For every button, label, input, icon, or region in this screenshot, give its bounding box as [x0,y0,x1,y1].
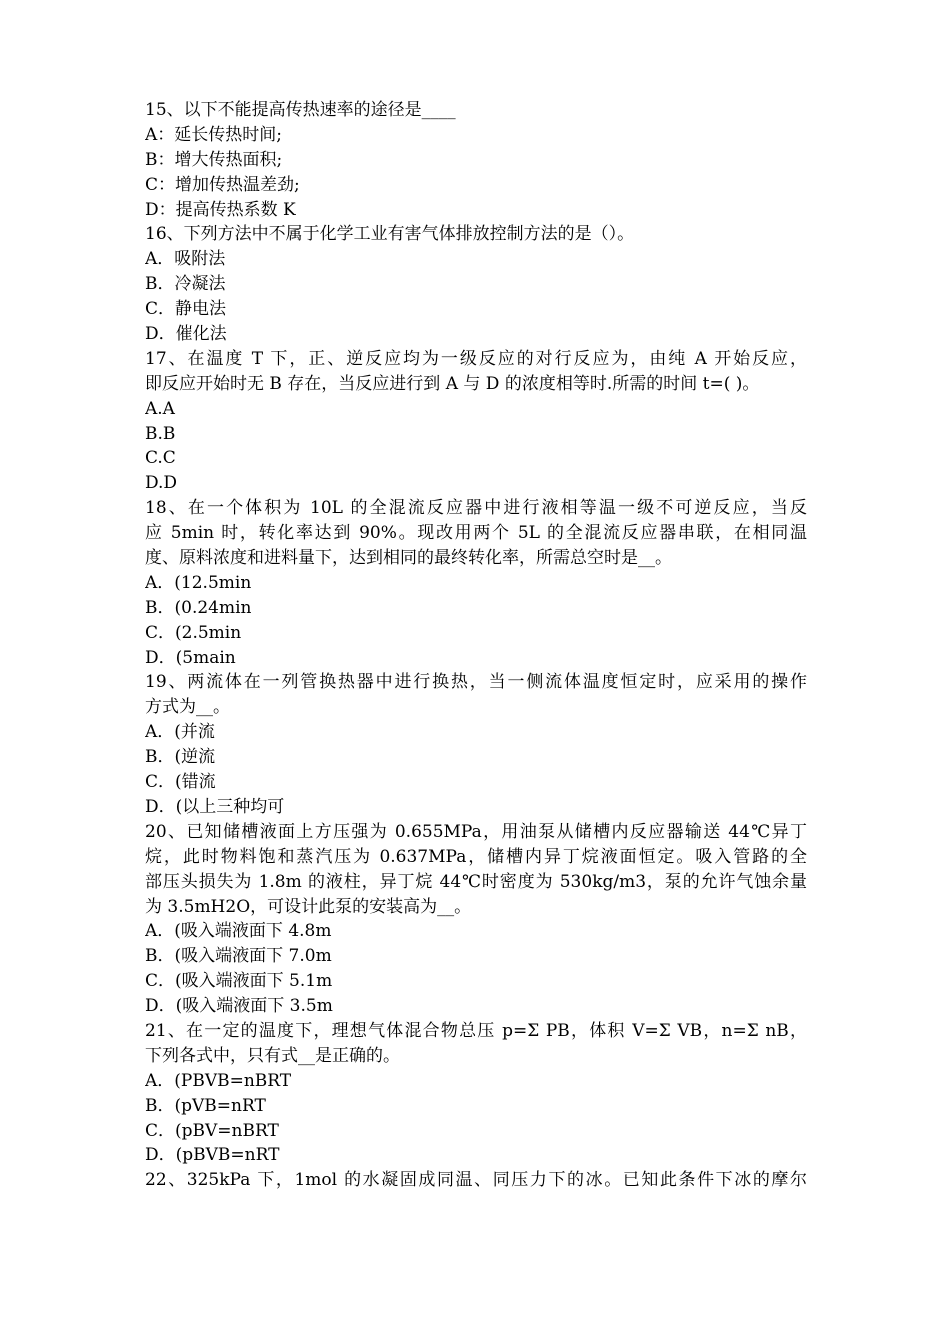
q17-option-d: D.D [145,473,178,494]
q21-option-d: D．(pBVB=nRT [145,1145,280,1166]
question-17-stem-line-2: 即反应开始时无 B 存在，当反应进行到 A 与 D 的浓度相等时.所需的时间 t=( )。 [145,373,760,394]
q16-option-d: D．催化法 [145,324,227,345]
document-body [145,98,807,1193]
q20-option-a: A．(吸入端液面下 4.8m [145,921,332,942]
q20-option-d: D．(吸入端液面下 3.5m [145,996,333,1017]
q18-option-a: A．(12.5min [145,572,252,593]
q19-option-b: B．(逆流 [145,747,216,768]
question-15-stem: 15、以下不能提高传热速率的途径是____ [145,100,456,120]
question-20-stem-line-4: 为 3.5mH2O，可设计此泵的安装高为__。 [145,896,472,917]
q17-option-a: A.A [145,398,175,419]
question-18-stem-line-3: 度、原料浓度和进料量下，达到相同的最终转化率，所需总空时是__。 [145,548,672,569]
question-18-stem-line-2: 应 5min 时，转化率达到 90%。现改用两个 5L 的全混流反应器串联，在相同温 [145,523,807,544]
q21-option-c: C．(pBV=nBRT [145,1120,279,1141]
q21-option-b: B．(pVB=nRT [145,1095,266,1116]
q16-option-a: A．吸附法 [145,249,226,270]
q20-option-c: C．(吸入端液面下 5.1m [145,971,333,992]
question-20-stem-line-2: 烷，此时物料饱和蒸汽压为 0.637MPa，储槽内异丁烷液面恒定。吸入管路的全 [145,846,807,867]
q15-option-c: C：增加传热温差劲; [145,174,300,195]
question-20-stem-line-3: 部压头损失为 1.8m 的液柱，异丁烷 44℃时密度为 530kg/m3，泵的允许气蚀余量 [145,871,807,892]
q15-option-d: D：提高传热系数 K [145,199,296,220]
q17-option-c: C.C [145,448,176,469]
question-17-stem-line-1: 17、在温度 T 下，正、逆反应均为一级反应的对行反应为，由纯 A 开始反应， [145,348,807,369]
q16-option-b: B．冷凝法 [145,274,226,295]
q19-option-a: A．(并流 [145,722,215,743]
question-19-stem-line-2: 方式为__。 [145,697,230,718]
q18-option-b: B．(0.24min [145,597,252,618]
question-21-stem-line-1: 21、在一定的温度下，理想气体混合物总压 p=Σ PB，体积 V=Σ VB，n=Σ nB， [145,1020,807,1041]
q21-option-a: A．(PBVB=nBRT [145,1070,292,1091]
q16-option-c: C．静电法 [145,299,227,320]
q20-option-b: B．(吸入端液面下 7.0m [145,946,332,967]
q15-option-b: B：增大传热面积; [145,149,283,170]
q15-option-a: A：延长传热时间; [145,124,283,145]
q17-option-b: B.B [145,423,176,444]
question-19-stem-line-1: 19、两流体在一列管换热器中进行换热，当一侧流体温度恒定时，应采用的操作 [145,672,807,693]
q18-option-d: D．(5main [145,647,236,668]
question-20-stem-line-1: 20、已知储槽液面上方压强为 0.655MPa，用油泵从储槽内反应器输送 44℃异丁 [145,821,807,842]
q19-option-d: D．(以上三种均可 [145,796,285,817]
question-22-stem-line-1: 22、325kPa 下，1mol 的水凝固成同温、同压力下的冰。已知此条件下冰的摩尔 [145,1170,807,1191]
q19-option-c: C．(错流 [145,772,216,793]
question-18-stem-line-1: 18、在一个体积为 10L 的全混流反应器中进行液相等温一级不可逆反应，当反 [145,498,807,519]
question-16-stem: 16、下列方法中不属于化学工业有害气体排放控制方法的是（）。 [145,224,635,245]
q18-option-c: C．(2.5min [145,622,242,643]
question-21-stem-line-2: 下列各式中，只有式__是正确的。 [145,1045,400,1066]
